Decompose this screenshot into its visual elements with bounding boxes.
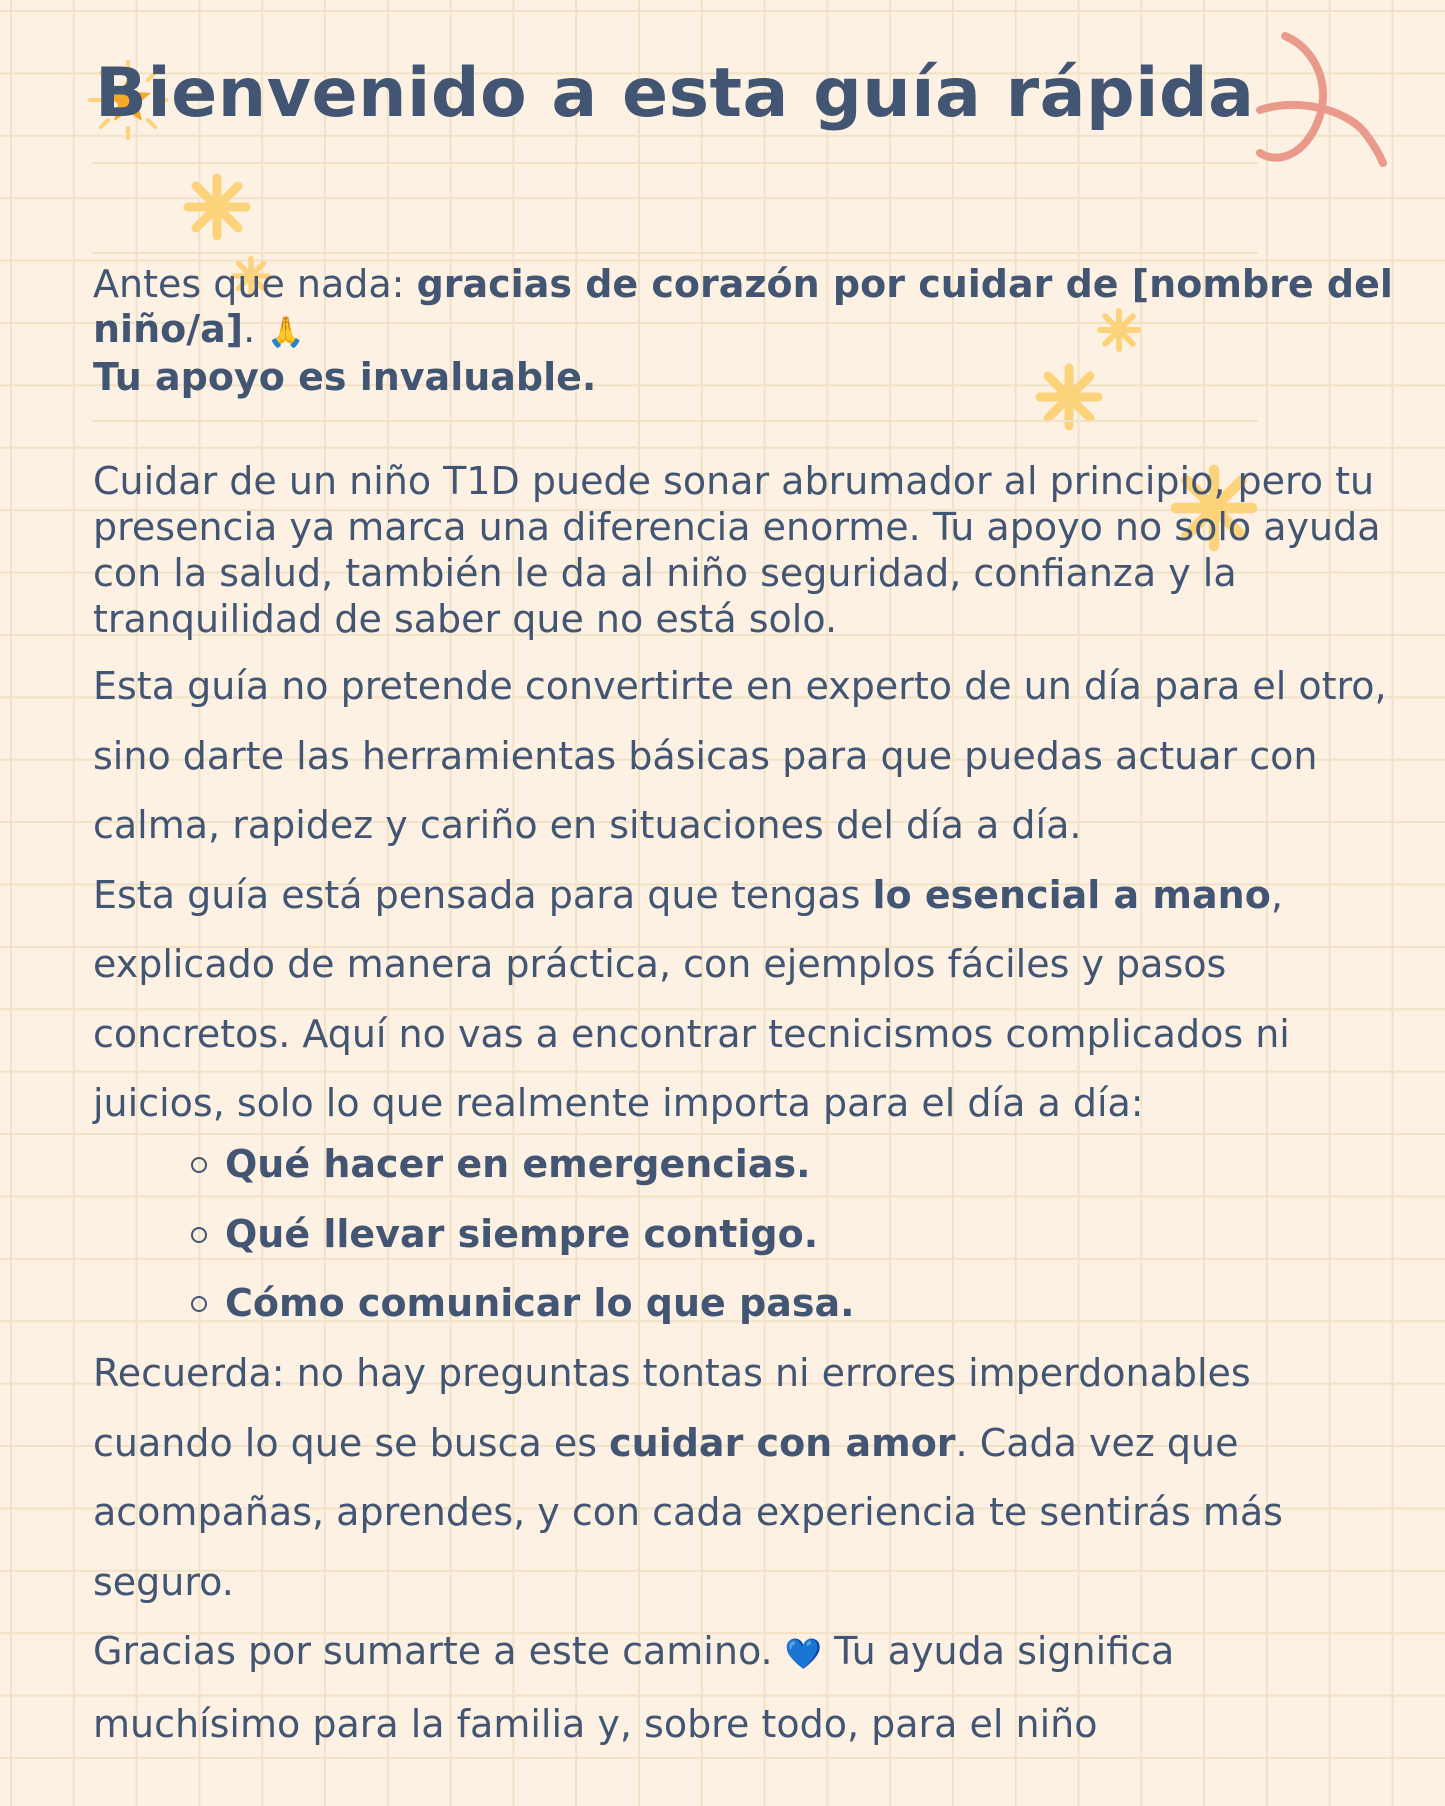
paragraph-1 [93, 458, 1381, 642]
blue-heart-icon: 💙 [784, 1637, 823, 1672]
essentials-list [225, 1130, 855, 1339]
intro-highlight: Tu apoyo es invaluable. [93, 355, 597, 399]
text-segment: Tu ayuda significa [822, 1629, 1175, 1673]
text-line: explicado de manera práctica, con ejemplos fáciles y pasos [93, 942, 1227, 986]
list-item: Cómo comunicar lo que pasa. [225, 1269, 855, 1339]
list-item: Qué hacer en emergencias. [225, 1130, 855, 1200]
text-line: con la salud, también le da al niño seguridad, confianza y la [93, 551, 1237, 595]
sparkle-icon [182, 172, 252, 242]
text-segment: . Cada vez que [955, 1420, 1239, 1465]
divider [93, 420, 1258, 422]
praying-hands-icon: 🙏 [267, 315, 305, 350]
text-line: juicios, solo lo que realmente importa para el día a día: [93, 1081, 1144, 1125]
divider [93, 162, 1258, 164]
text-line: calma, rapidez y cariño en situaciones del día a día. [93, 803, 1082, 847]
text-segment: , [1270, 872, 1283, 917]
text-line: tranquilidad de saber que no está solo. [93, 597, 838, 641]
text-line: muchísimo para la familia y, sobre todo, para el niño [93, 1701, 1098, 1746]
text-line [93, 1617, 1283, 1690]
text-line: sino darte las herramientas básicas para que puedas actuar con [93, 733, 1318, 778]
paragraph-2 [93, 652, 1387, 1139]
page-title: Bienvenido a esta guía rápida [95, 54, 1255, 133]
bullet-circle-icon [191, 1296, 207, 1312]
intro-suffix: . [243, 307, 268, 351]
text-segment: Esta guía está pensada para que tengas [93, 872, 873, 917]
bullet-circle-icon [191, 1157, 207, 1173]
text-line: Esta guía no pretende convertirte en experto de un día para el otro, [93, 664, 1387, 708]
bullet-circle-icon [191, 1227, 207, 1243]
text-emphasis: cuidar con amor [609, 1420, 956, 1465]
text-segment: cuando lo que se busca es [93, 1420, 610, 1465]
text-line: acompañas, aprendes, y con cada experiencia te sentirás más [93, 1490, 1283, 1534]
text-line [93, 1409, 1283, 1479]
text-line [93, 861, 1387, 931]
text-segment: Gracias por sumarte a este camino. [93, 1629, 785, 1673]
text-line: seguro. [93, 1559, 234, 1604]
text-line: Recuerda: no hay preguntas tontas ni errores imperdonables [93, 1351, 1251, 1395]
intro-paragraph [93, 262, 1393, 400]
intro-prefix: Antes que nada: [93, 262, 417, 306]
list-item: Qué llevar siempre contigo. [225, 1200, 855, 1270]
intro-bold: gracias de corazón por cuidar de [nombre del [416, 262, 1393, 306]
divider [93, 252, 1258, 254]
intro-bold-continued: niño/a] [93, 307, 244, 351]
swirl-decoration-icon [1255, 28, 1395, 178]
paragraph-3 [93, 1339, 1283, 1759]
text-line: Cuidar de un niño T1D puede sonar abrumador al principio, pero tu [93, 459, 1375, 503]
text-line: concretos. Aquí no vas a encontrar tecnicismos complicados ni [93, 1011, 1290, 1056]
text-line: presencia ya marca una diferencia enorme. Tu apoyo no solo ayuda [93, 505, 1381, 549]
text-emphasis: lo esencial a mano [872, 872, 1271, 917]
